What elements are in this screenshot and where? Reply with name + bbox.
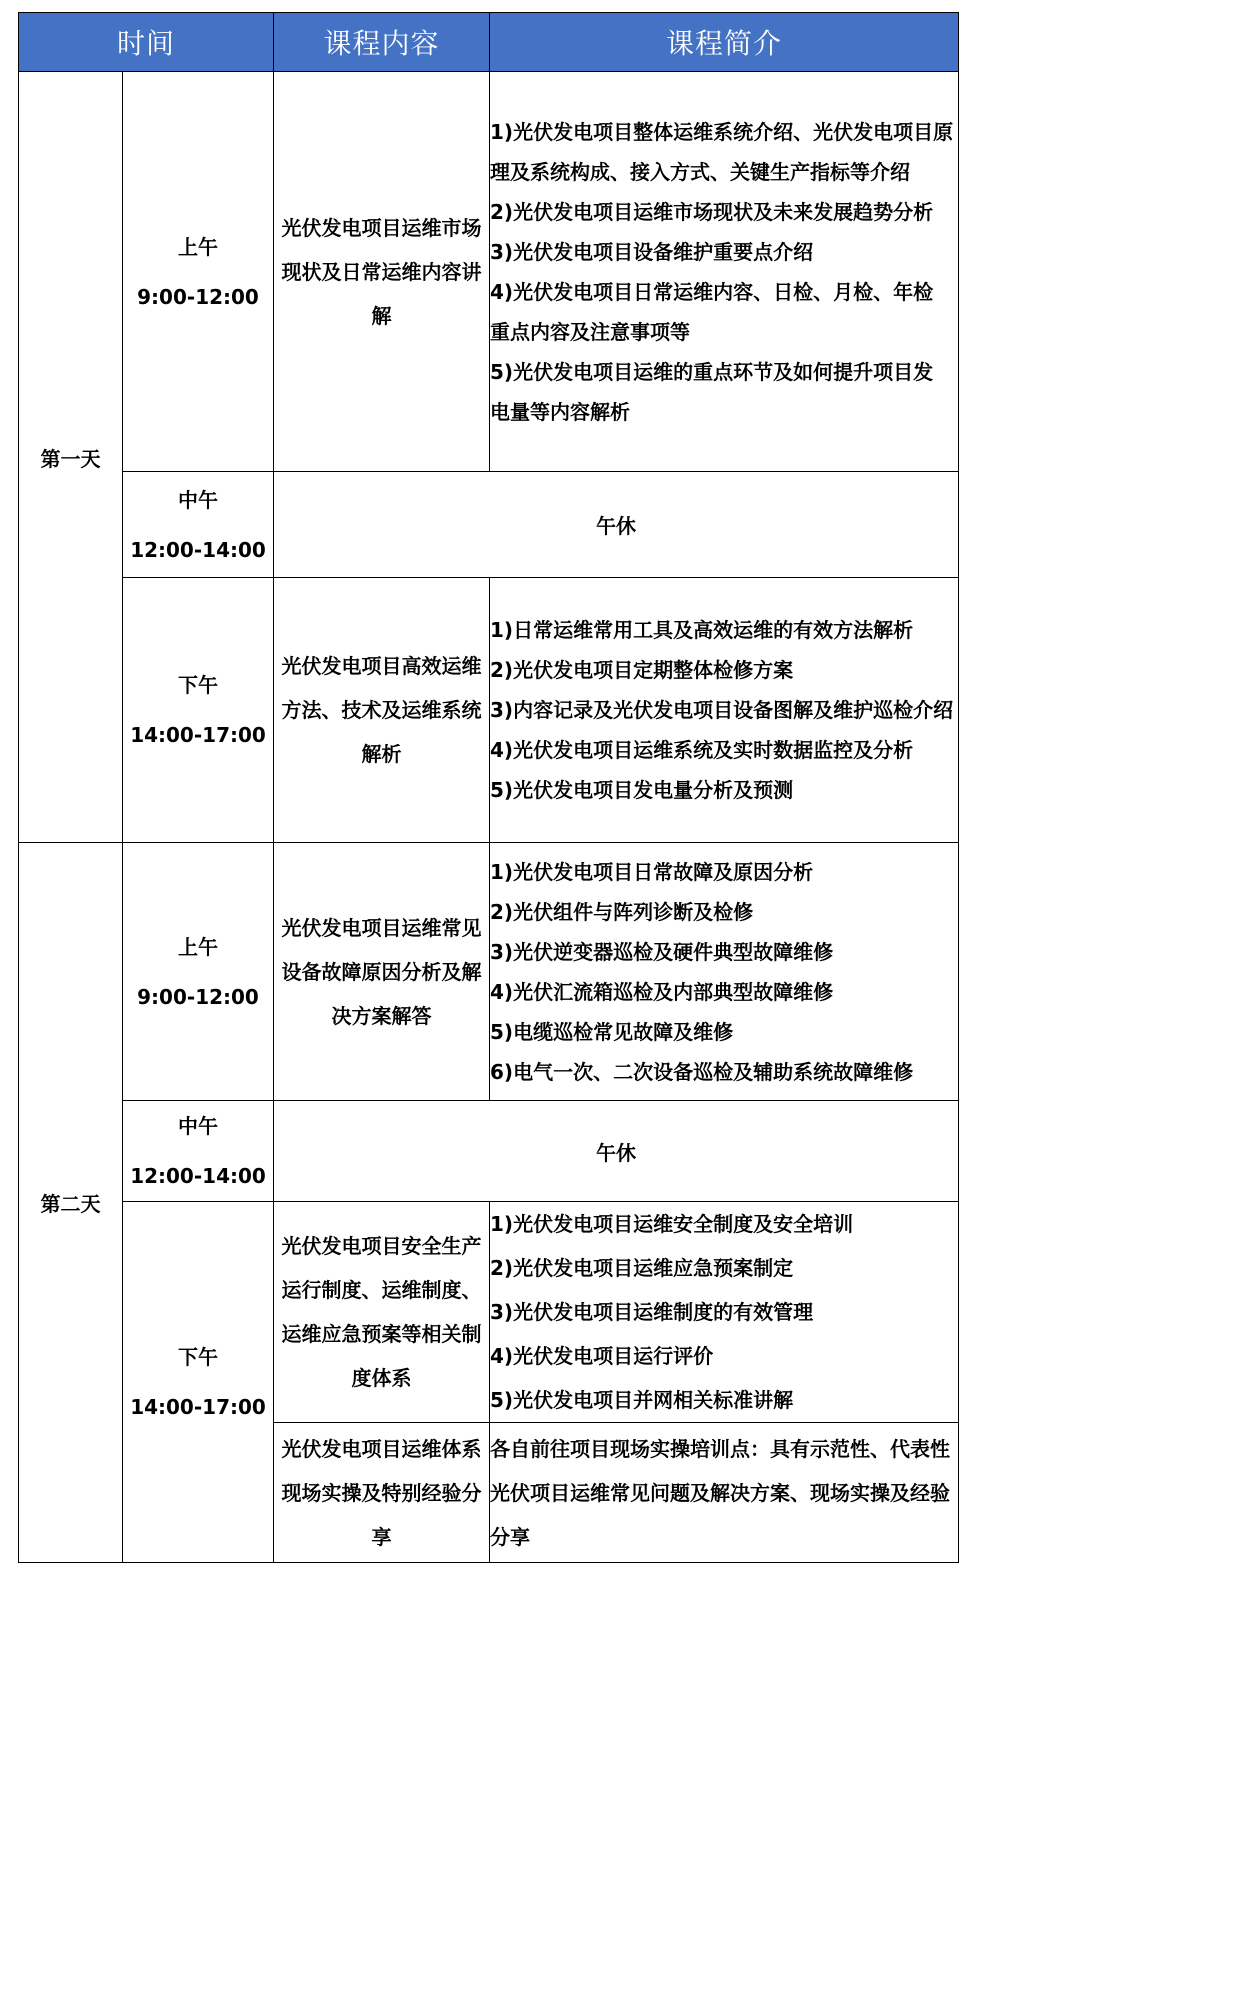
desc-item: 1)光伏发电项目日常故障及原因分析 xyxy=(490,859,814,884)
period-label: 下午 xyxy=(178,673,218,697)
desc-item: 1)光伏发电项目运维安全制度及安全培训 xyxy=(490,1212,854,1236)
period-time: 12:00-14:00 xyxy=(130,537,266,562)
header-intro: 课程简介 xyxy=(490,13,959,72)
header-content: 课程内容 xyxy=(274,13,490,72)
day1-afternoon-desc xyxy=(490,578,959,843)
course-schedule-table xyxy=(18,12,959,1563)
day1-afternoon-period xyxy=(123,578,274,843)
day1-label: 第一天 xyxy=(19,72,123,843)
desc-item: 4)光伏发电项目运维系统及实时数据监控及分析 xyxy=(490,738,914,762)
day2-afternoon-content-2: 光伏发电项目运维体系现场实操及特别经验分享 xyxy=(274,1423,490,1563)
day1-noon-period xyxy=(123,472,274,578)
desc-paragraph: 各自前往项目现场实操培训点：具有示范性、代表性光伏项目运维常见问题及解决方案、现场实操及经验分享 xyxy=(490,1436,951,1549)
desc-item: 2)光伏发电项目运维市场现状及未来发展趋势分析 xyxy=(490,199,934,224)
period-time: 14:00-17:00 xyxy=(130,1395,266,1419)
period-time: 12:00-14:00 xyxy=(130,1164,266,1188)
desc-item: 4)光伏汇流箱巡检及内部典型故障维修 xyxy=(490,979,834,1004)
day2-noon-period xyxy=(123,1101,274,1202)
desc-item: 3)内容记录及光伏发电项目设备图解及维护巡检介绍 xyxy=(490,698,954,722)
desc-item: 5)光伏发电项目运维的重点环节及如何提升项目发 电量等内容解析 xyxy=(490,359,934,424)
day2-afternoon-desc-1 xyxy=(490,1202,959,1423)
desc-item: 1)光伏发电项目整体运维系统介绍、光伏发电项目原理及系统构成、接入方式、关键生产指标等介绍 xyxy=(490,119,954,184)
header-row xyxy=(19,13,959,72)
desc-item: 3)光伏发电项目设备维护重要点介绍 xyxy=(490,239,814,264)
period-label: 下午 xyxy=(178,1345,218,1369)
day2-morning-content: 光伏发电项目运维常见设备故障原因分析及解决方案解答 xyxy=(274,843,490,1101)
day1-noon-row xyxy=(19,472,959,578)
day1-morning-row xyxy=(19,72,959,472)
day2-afternoon-content-1: 光伏发电项目安全生产运行制度、运维制度、运维应急预案等相关制度体系 xyxy=(274,1202,490,1423)
desc-item: 3)光伏发电项目运维制度的有效管理 xyxy=(490,1300,814,1324)
desc-item: 1)日常运维常用工具及高效运维的有效方法解析 xyxy=(490,618,914,642)
desc-item: 5)电缆巡检常见故障及维修 xyxy=(490,1019,734,1044)
period-time: 9:00-12:00 xyxy=(137,284,259,309)
desc-item: 4)光伏发电项目运行评价 xyxy=(490,1344,714,1368)
day2-label: 第二天 xyxy=(19,843,123,1563)
day1-morning-period xyxy=(123,72,274,472)
day2-morning-desc xyxy=(490,843,959,1101)
day1-morning-desc xyxy=(490,72,959,472)
desc-item: 2)光伏组件与阵列诊断及检修 xyxy=(490,899,754,924)
period-label: 上午 xyxy=(178,234,218,259)
day1-morning-content: 光伏发电项目运维市场现状及日常运维内容讲解 xyxy=(274,72,490,472)
day2-afternoon-row-1 xyxy=(19,1202,959,1423)
period-label: 中午 xyxy=(178,1114,218,1138)
day2-afternoon-desc-2 xyxy=(490,1423,959,1563)
desc-item: 5)光伏发电项目发电量分析及预测 xyxy=(490,778,794,802)
desc-item: 3)光伏逆变器巡检及硬件典型故障维修 xyxy=(490,939,834,964)
period-time: 9:00-12:00 xyxy=(137,984,259,1009)
desc-item: 5)光伏发电项目并网相关标准讲解 xyxy=(490,1388,794,1412)
day1-afternoon-row xyxy=(19,578,959,843)
day2-noon-rest: 午休 xyxy=(274,1101,959,1202)
desc-item: 4)光伏发电项目日常运维内容、日检、月检、年检 重点内容及注意事项等 xyxy=(490,279,934,344)
desc-item: 2)光伏发电项目定期整体检修方案 xyxy=(490,658,794,682)
day2-noon-row xyxy=(19,1101,959,1202)
period-label: 中午 xyxy=(178,487,218,512)
day1-noon-rest: 午休 xyxy=(274,472,959,578)
desc-item: 6)电气一次、二次设备巡检及辅助系统故障维修 xyxy=(490,1059,914,1084)
day1-afternoon-content: 光伏发电项目高效运维方法、技术及运维系统解析 xyxy=(274,578,490,843)
desc-item: 2)光伏发电项目运维应急预案制定 xyxy=(490,1256,794,1280)
day2-morning-period xyxy=(123,843,274,1101)
header-time: 时间 xyxy=(19,13,274,72)
period-time: 14:00-17:00 xyxy=(130,723,266,747)
day2-afternoon-period xyxy=(123,1202,274,1563)
day2-morning-row xyxy=(19,843,959,1101)
period-label: 上午 xyxy=(178,934,218,959)
